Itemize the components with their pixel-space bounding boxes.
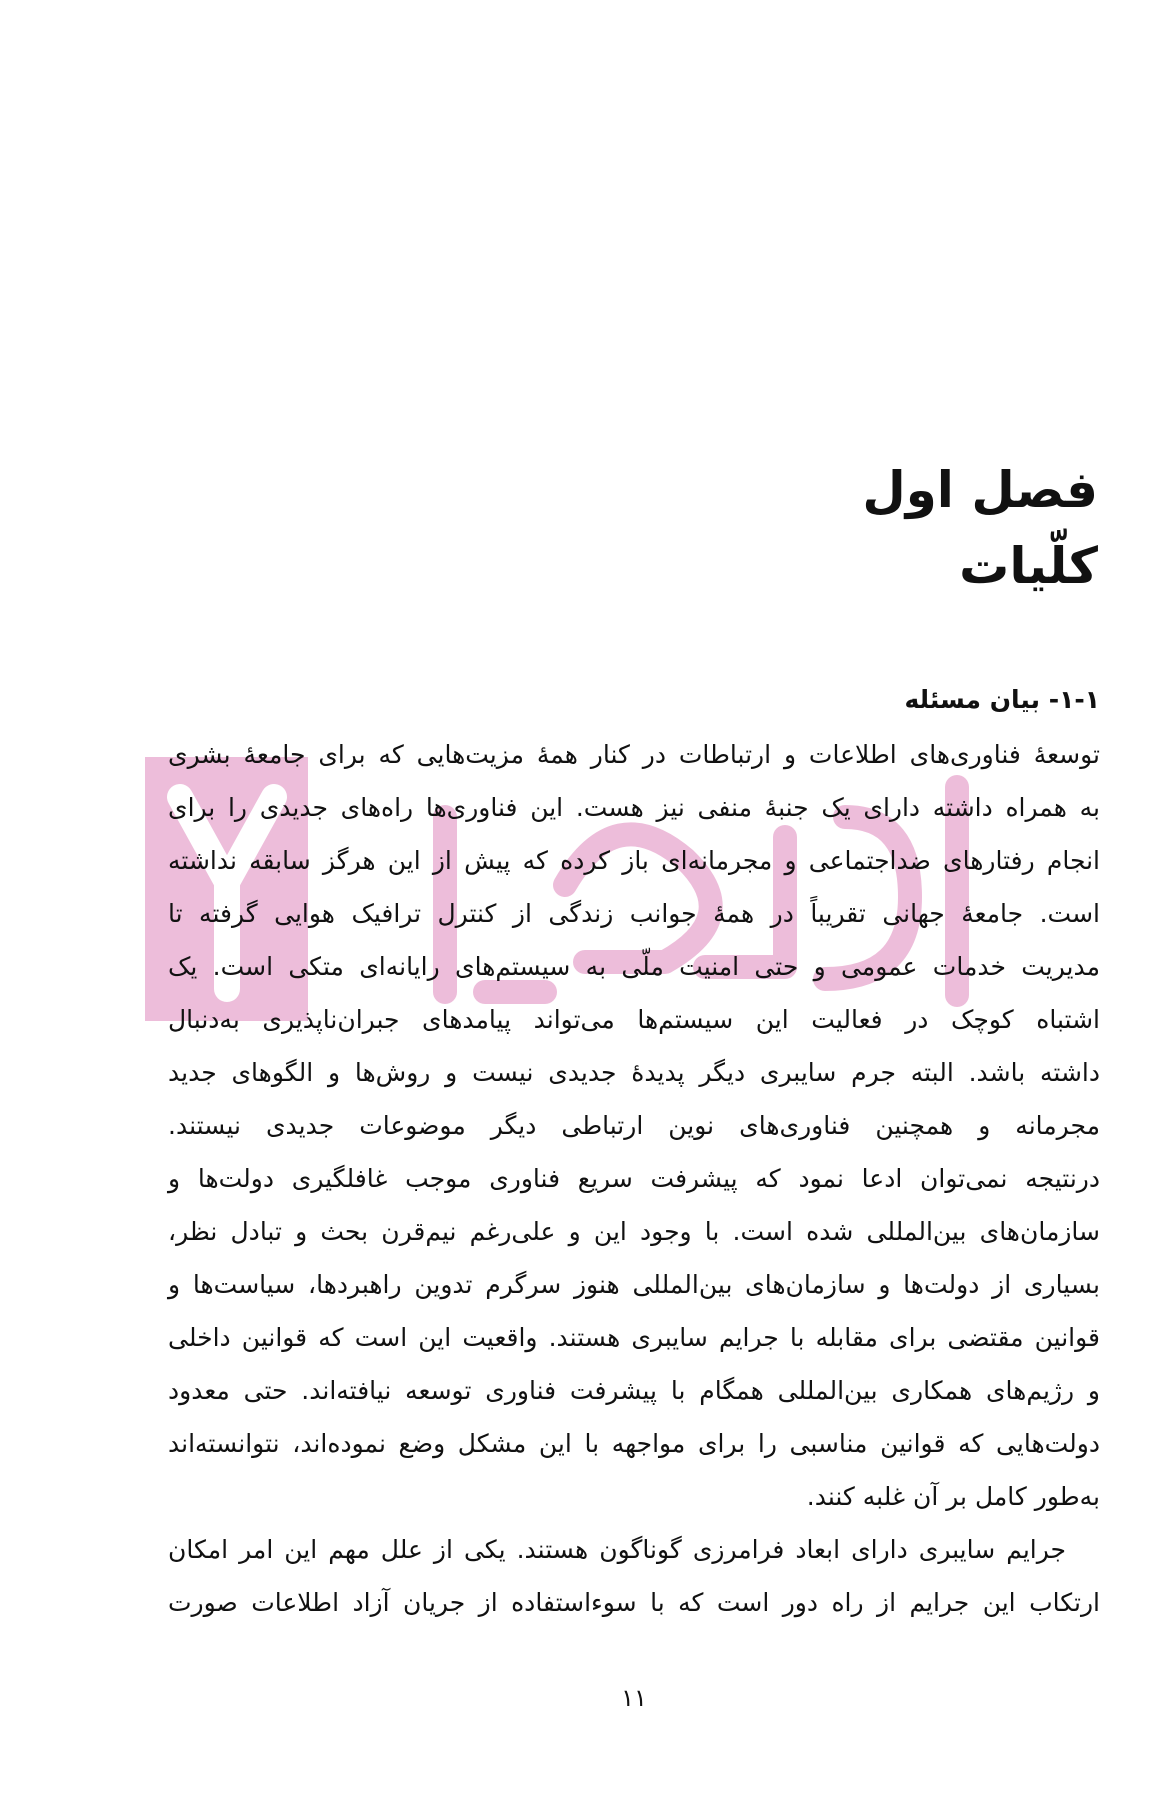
text-line: بسیاری از دولت‌ها و سازمان‌های بین‌المللی هنوز سرگرم تدوین راهبردها، سیاست‌ها و <box>168 1270 1100 1299</box>
text-line: اشتباه کوچک در فعالیت این سیستم‌ها می‌تواند پیامدهای جبران‌ناپذیری به‌دنبال <box>168 1005 1100 1034</box>
paragraph <box>168 1523 1100 1629</box>
section-heading: ۱-۱- بیان مسئله <box>904 685 1100 714</box>
text-line: مجرمانه و همچنین فناوری‌های نوین ارتباطی دیگر موضوعات جدیدی نیستند. <box>168 1111 1100 1140</box>
text-line: جرایم سایبری دارای ابعاد فرامرزی گوناگون هستند. یکی از علل مهم این امر امکان <box>168 1535 1066 1564</box>
text-line: قوانین مقتضی برای مقابله با جرایم سایبری هستند. واقعیت این است که قوانین داخلی <box>168 1323 1100 1352</box>
body-text <box>168 728 1100 1629</box>
text-line: ارتکاب این جرایم از راه دور است که با سوءاستفاده از جریان آزاد اطلاعات صورت <box>168 1588 1100 1617</box>
text-line: مدیریت خدمات عمومی و حتی امنیت ملّی به سیستم‌های رایانه‌ای متکی است. یک <box>168 952 1100 981</box>
page-number: ۱۱ <box>621 1684 647 1712</box>
text-line: به‌طور کامل بر آن غلبه کنند. <box>806 1482 1100 1511</box>
text-line: سازمان‌های بین‌المللی شده است. با وجود این و علی‌رغم نیم‌قرن بحث و تبادل نظر، <box>168 1217 1100 1246</box>
chapter-subtitle: کلّیات <box>959 537 1098 595</box>
text-line: و رژیم‌های همکاری بین‌المللی همگام با پیشرفت فناوری توسعه نیافته‌اند. حتی معدود <box>168 1376 1100 1405</box>
chapter-title: فصل اول <box>862 461 1098 519</box>
text-line: است. جامعهٔ جهانی تقریباً در همهٔ جوانب زندگی از کنترل ترافیک هوایی گرفته تا <box>168 899 1100 928</box>
text-line: به همراه داشته دارای یک جنبهٔ منفی نیز هست. این فناوری‌ها راه‌های جدیدی را برای <box>168 793 1100 822</box>
text-line: درنتیجه نمی‌توان ادعا نمود که پیشرفت سریع فناوری موجب غافلگیری دولت‌ها و <box>168 1164 1100 1193</box>
text-line: داشته باشد. البته جرم سایبری دیگر پدیدهٔ جدیدی نیست و روش‌ها و الگوهای جدید <box>168 1058 1100 1087</box>
text-line: انجام رفتارهای ضداجتماعی و مجرمانه‌ای باز کرده که پیش از این هرگز سابقه نداشته <box>168 846 1100 875</box>
paragraph <box>168 728 1100 1523</box>
text-line: دولت‌هایی که قوانین مناسبی را برای مواجهه با این مشکل وضع نموده‌اند، نتوانسته‌اند <box>168 1429 1100 1458</box>
chapter-heading <box>498 452 1098 604</box>
text-line: توسعهٔ فناوری‌های اطلاعات و ارتباطات در کنار همهٔ مزیت‌هایی که برای جامعهٔ بشری <box>168 740 1100 769</box>
